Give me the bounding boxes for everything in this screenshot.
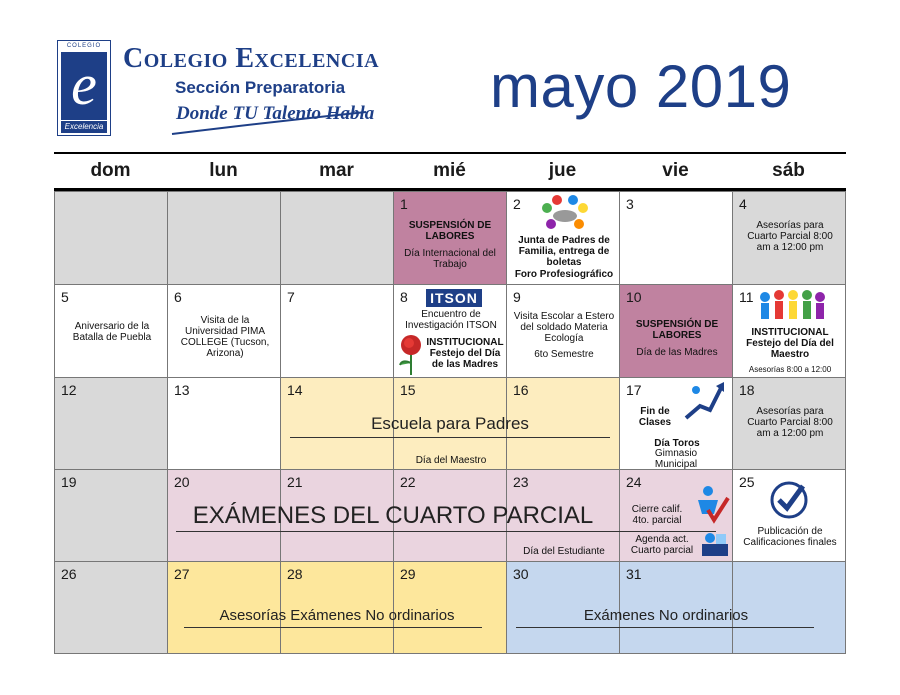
day-number: 31 <box>626 566 642 582</box>
day-number: 13 <box>174 382 190 398</box>
band-escuela-padres: Escuela para Padres <box>371 414 529 433</box>
band-underline <box>176 531 716 532</box>
people-group-icon <box>757 287 827 323</box>
day-number: 5 <box>61 289 69 305</box>
day-cell-5 <box>54 284 168 378</box>
event-note: Visita de la Universidad PIMA COLLEGE (Tucson, Arizona) <box>180 315 270 359</box>
day-number: 21 <box>287 474 303 490</box>
day-number: 28 <box>287 566 303 582</box>
day-cell-1 <box>393 191 507 285</box>
day-number: 19 <box>61 474 77 490</box>
day-cell-7 <box>280 284 394 378</box>
day-header-vie: vie <box>662 160 689 181</box>
logo-bottom-text: Excelencia <box>61 121 107 133</box>
day-cell-10 <box>619 284 733 378</box>
day-header-lun: lun <box>209 160 238 181</box>
day-number: 30 <box>513 566 529 582</box>
day-header-dom: dom <box>90 160 131 181</box>
day-number: 1 <box>400 196 408 212</box>
event-note: Día del Maestro <box>415 455 487 466</box>
day-number: 17 <box>626 382 642 398</box>
day-number: 11 <box>739 289 754 305</box>
event-note: Publicación de Calificaciones finales <box>743 526 837 548</box>
event-note: Gimnasio Municipal <box>654 448 698 470</box>
day-number: 3 <box>626 196 634 212</box>
day-cell-12 <box>54 377 168 470</box>
day-cell-8 <box>393 284 507 378</box>
day-number: 4 <box>739 196 747 212</box>
day-number: 18 <box>739 382 755 398</box>
day-cell-9 <box>506 284 620 378</box>
event-note: Foro Profesiográfico <box>514 269 614 280</box>
school-section: Sección Preparatoria <box>175 78 346 97</box>
event-note: Encuentro de Investigación ITSON <box>405 309 497 331</box>
day-number: 16 <box>513 382 529 398</box>
header-rule-top <box>54 152 846 154</box>
event-note: Asesorías para Cuarto Parcial 8:00 am a 12:00 pm <box>747 406 833 439</box>
meeting-chairs-icon <box>539 194 591 230</box>
growth-chart-icon <box>682 378 728 424</box>
day-number: 27 <box>174 566 190 582</box>
school-slogan: Donde TU Talento Habla <box>176 103 375 124</box>
day-cell-24 <box>619 469 733 562</box>
event-title: SUSPENSIÓN DE LABORES <box>635 319 719 341</box>
day-number: 9 <box>513 289 521 305</box>
day-number: 2 <box>513 196 521 212</box>
event-note-secondary: Agenda act. Cuarto parcial <box>630 534 694 556</box>
band-asesorias-no-ordinarios: Asesorías Exámenes No ordinarios <box>219 607 455 624</box>
month-title: mayo 2019 <box>490 53 792 120</box>
empty-day-cell <box>280 191 394 285</box>
day-number: 23 <box>513 474 529 490</box>
day-number: 22 <box>400 474 416 490</box>
checkmark-icon <box>769 480 809 520</box>
day-header-jue: jue <box>548 160 577 181</box>
event-note: Visita Escolar a Estero del soldado Materia Ecología <box>513 311 615 344</box>
event-note: Día Internacional del Trabajo <box>404 248 496 270</box>
rose-icon <box>396 333 426 375</box>
band-underline <box>184 627 482 628</box>
school-logo <box>57 40 111 136</box>
day-number: 26 <box>61 566 77 582</box>
day-number: 20 <box>174 474 190 490</box>
day-cell-11 <box>732 284 846 378</box>
day-cell-25 <box>732 469 846 562</box>
day-cell-26 <box>54 561 168 654</box>
event-note: Cierre calif. 4to. parcial <box>631 504 683 526</box>
day-header-mie: mié <box>433 160 466 181</box>
event-note: Asesorías 8:00 a 12:00 <box>748 365 832 374</box>
day-header-sab: sáb <box>772 160 805 181</box>
empty-day-cell <box>54 191 168 285</box>
day-cell-19 <box>54 469 168 562</box>
day-number: 6 <box>174 289 182 305</box>
band-underline <box>516 627 814 628</box>
itson-logo: ITSON <box>426 289 482 307</box>
day-number: 8 <box>400 289 408 305</box>
day-header-mar: mar <box>319 160 354 181</box>
day-number: 7 <box>287 289 295 305</box>
event-title: INSTITUCIONAL Festejo del Día del Maestro <box>746 327 834 360</box>
day-number: 15 <box>400 382 416 398</box>
event-title: Fin de Clases <box>638 406 672 428</box>
event-note: Asesorías para Cuarto Parcial 8:00 am a 12:00 pm <box>747 220 833 253</box>
event-title: SUSPENSIÓN DE LABORES <box>408 220 492 242</box>
band-examenes-no-ordinarios: Exámenes No ordinarios <box>583 607 749 624</box>
day-number: 10 <box>626 289 642 305</box>
school-name: Colegio Excelencia <box>123 43 380 74</box>
day-cell-3 <box>619 191 733 285</box>
event-title: INSTITUCIONAL Festejo del Día de las Madres <box>426 337 504 370</box>
event-title-secondary: Día Toros <box>654 438 700 449</box>
day-cell-13 <box>167 377 281 470</box>
event-note: Día del Estudiante <box>523 546 605 557</box>
event-note-secondary: 6to Semestre <box>534 349 594 360</box>
day-cell-6 <box>167 284 281 378</box>
empty-day-cell <box>167 191 281 285</box>
event-note: Aniversario de la Batalla de Puebla <box>72 321 152 343</box>
day-cell-2 <box>506 191 620 285</box>
logo-letter: e <box>71 52 97 117</box>
day-number: 12 <box>61 382 77 398</box>
band-underline <box>290 437 610 438</box>
day-number: 14 <box>287 382 303 398</box>
logo-emblem <box>61 52 107 120</box>
day-cell-17 <box>619 377 733 470</box>
person-check-icon <box>694 484 730 524</box>
logo-top-text: COLEGIO <box>66 43 102 49</box>
day-number: 24 <box>626 474 642 490</box>
day-cell-18 <box>732 377 846 470</box>
event-note: Día de las Madres <box>636 347 718 358</box>
day-number: 29 <box>400 566 416 582</box>
band-examenes-cuarto-parcial: EXÁMENES DEL CUARTO PARCIAL <box>192 502 594 529</box>
day-cell-4 <box>732 191 846 285</box>
event-title: Junta de Padres de Familia, entrega de boletas <box>518 235 610 268</box>
agenda-person-icon <box>700 530 730 560</box>
day-number: 25 <box>739 474 755 490</box>
